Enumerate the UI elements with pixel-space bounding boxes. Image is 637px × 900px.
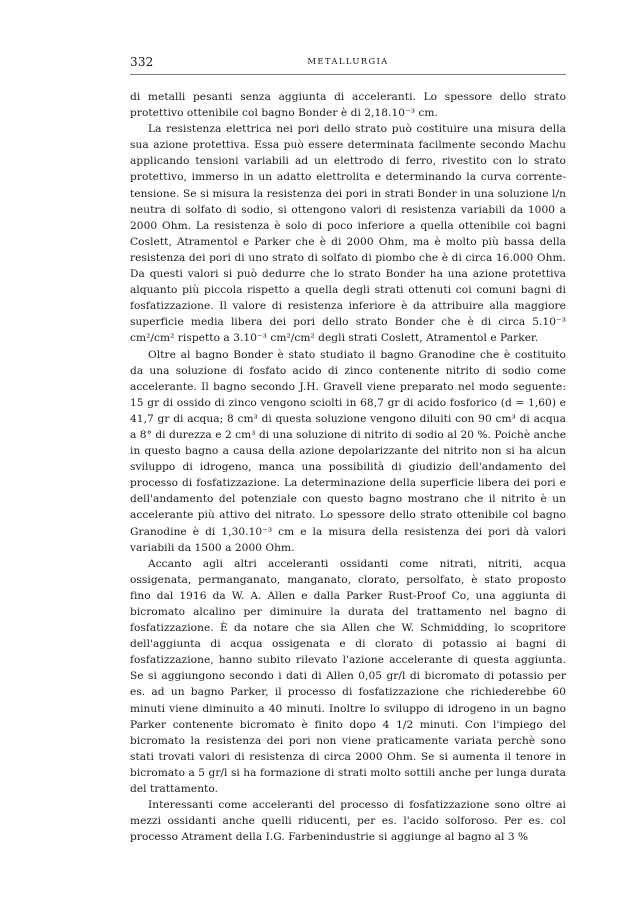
page-number: 332: [130, 55, 154, 69]
body-text: [130, 89, 566, 845]
paragraph-continuation: di metalli pesanti senza aggiunta di acceleranti. Lo spessore dello strato protettivo ottenibile col bagno Bonder è di 2,18.10⁻³ cm.: [130, 91, 566, 120]
paragraph-reducing-accelerants: Interessanti come acceleranti del processo di fosfatizzazione sono oltre ai mezzi ossidanti anche quelli riducenti, per es. l'acido solforoso. Per es. col processo Atrament della I.G. Farbenindustrie si aggiunge al bagno al 3 %: [130, 799, 566, 844]
paragraph-granodine-bath: Oltre al bagno Bonder è stato studiato il bagno Granodine che è costituito da una soluzione di fosfato acido di zinco contenente nitrito di sodio come accelerante. Il bagno secondo J.H. Gravell viene preparato nel modo seguente: 15 gr di ossido di zinco vengono sciolti in 68,7 gr di acido fosforico (d = 1,60) e 41,7 gr di acqua; 8 cm³ di questa soluzione vengono diluiti con 90 cm³ di acqua a 8° di durezza e 2 cm³ di una soluzione di nitrito di sodio al 20 %. Poichè anche in questo bagno a causa della azione depolarizzante del nitrito non si ha alcun sviluppo di idrogeno, manca una possibilità di giudizio dell'andamento del processo di fosfatizzazione. La determinazione della superficie libera dei pori e dell'andamento del potenziale con questo bagno mostrano che il nitrito è un accelerante più attivo del nitrato. Lo spessore dello strato ottenibile col bagno Granodine è di 1,30.10⁻³ cm e la misura della resistenza dei pori dà valori variabili da 1500 a 2000 Ohm.: [130, 348, 567, 554]
paragraph-pore-resistance: La resistenza elettrica nei pori dello strato può costituire una misura della sua azione protettiva. Essa può essere determinata facilmente secondo Machu applicando tensioni variabili ad un elettrodo di ferro, rivestito con lo strato protettivo, immerso in un adatto elettrolita e determinando la curva corrente-tensione. Se si misura la resistenza dei pori in strati Bonder in una soluzione l/n neutra di solfato di sodio, si ottengono valori di resistenza variabili da 1000 a 2000 Ohm. La resistenza è solo di poco inferiore a quella ottenibile coi bagni Coslett, Atramentol e Parker che è di 2000 Ohm, ma è molto più bassa della resistenza dei pori di uno strato di solfato di piombo che è di circa 16.000 Ohm. Da questi valori si può dedurre che lo strato Bonder ha una azione protettiva alquanto più piccola rispetto a quella degli strati ottenuti coi comuni bagni di fosfatizzazione. Il valore di resistenza inferiore è da attribuire alla maggiore superficie media libera dei pori dello strato Bonder che è di circa 5.10⁻³ cm²/cm² rispetto a 3.10⁻³ cm²/cm² degli strati Coslett, Atramentol e Parker.: [130, 123, 566, 345]
page-header: [130, 55, 566, 73]
header-rule: [130, 74, 566, 75]
running-title: METALLURGIA: [307, 57, 389, 67]
paragraph-oxidizing-accelerants: Accanto agli altri acceleranti ossidanti come nitrati, nitriti, acqua ossigenata, permanganato, manganato, clorato, persolfato, è stato proposto fino dal 1916 da W. A. Allen e dalla Parker Rust-Proof Co, una aggiunta di bicromato alcalino per diminuire la durata del trattamento nel bagno di fosfatizzazione. È da notare che sia Allen che W. Schmidding, lo scopritore dell'aggiunta di acqua ossigenata e di clorato di potassio ai bagni di fosfatizzazione, hanno subito rilevato l'azione accelerante di questa aggiunta. Se si aggiungono secondo i dati di Allen 0,05 gr/l di bicromato di potassio per es. ad un bagno Parker, il processo di fosfatizzazione che richiederebbe 60 minuti viene diminuito a 40 minuti. Inoltre lo sviluppo di idrogeno in un bagno Parker contenente bicromato è finito dopo 4 1/2 minuti. Con l'impiego del bicromato la resistenza dei pori non viene praticamente variata perchè sono stati trovati valori di resistenza di circa 2000 Ohm. Se si aumenta il tenore in bicromato a 5 gr/l si ha formazione di strati molto sottili anche per lunga durata del trattamento.: [130, 557, 566, 796]
